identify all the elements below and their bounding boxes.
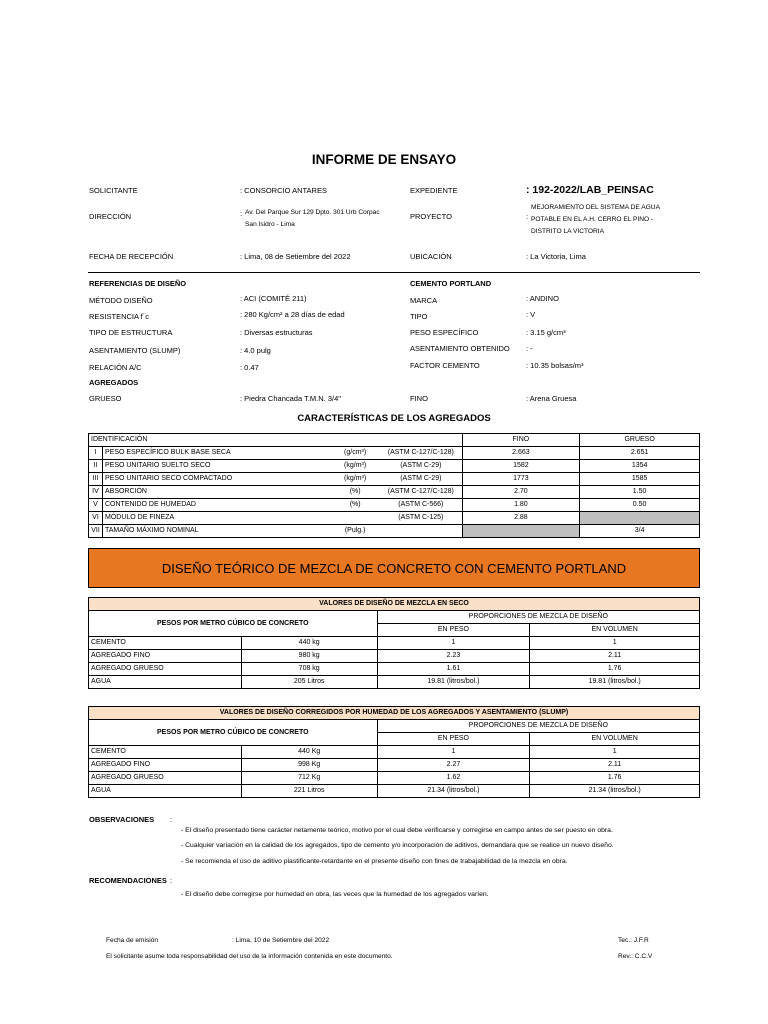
row-weight: 221 Litros	[241, 785, 377, 798]
col-identificacion: IDENTIFICACIÓN	[89, 434, 463, 447]
row-peso: 1	[377, 746, 530, 759]
row-norm: (ASTM C-29)	[380, 460, 462, 473]
proyecto-value-3: DISTRITO LA VICTORIA	[531, 228, 605, 235]
col-volumen: EN VOLUMEN	[530, 733, 700, 746]
cem-value: : V	[526, 310, 536, 319]
row-name: PESO ESPECÍFICO BULK BASE SECA	[102, 447, 330, 460]
ref-label: ASENTAMIENTO (SLUMP)	[89, 346, 181, 355]
row-weight: 708 kg	[241, 663, 377, 676]
row-unit: (kg/m³)	[330, 473, 380, 486]
rev-initials: Rev.: C.C.V	[618, 953, 653, 960]
row-weight: 998 Kg	[241, 759, 377, 772]
ref-label: MÉTODO DISEÑO	[89, 296, 153, 305]
row-name: MÓDULO DE FINEZA	[102, 512, 330, 525]
proyecto-colon: :	[526, 212, 529, 221]
table-row	[89, 512, 700, 525]
row-unit: (g/cm³)	[330, 447, 380, 460]
cem-value: : ANDINO	[526, 294, 559, 303]
row-unit	[330, 512, 380, 525]
row-grueso: 1585	[580, 473, 700, 486]
row-fino: 1582	[462, 460, 580, 473]
row-unit: (%)	[330, 486, 380, 499]
header-divider	[88, 272, 700, 273]
row-num: VI	[89, 512, 103, 525]
emision-label: Fecha de emisión	[106, 937, 159, 944]
row-unit: (%)	[330, 499, 380, 512]
row-num: IV	[89, 486, 103, 499]
row-volumen: 19.81 (litros/bol.)	[530, 676, 700, 689]
proyecto-label: PROYECTO	[410, 212, 452, 221]
emision-value: : Lima, 10 de Setiembre del 2022	[232, 937, 330, 944]
table-row	[89, 650, 700, 663]
row-norm: (ASTM C-127/C-128)	[380, 447, 462, 460]
row-unit: (Pulg.)	[330, 525, 380, 538]
row-volumen: 2.11	[530, 759, 700, 772]
grueso-label: GRUESO	[89, 394, 122, 403]
row-grueso: 1.50	[580, 486, 700, 499]
ref-label: RESISTENCIA f´c	[89, 312, 150, 321]
expediente-label: EXPEDIENTE	[410, 186, 458, 195]
recomendaciones-colon: :	[170, 876, 173, 885]
cem-label: PESO ESPECÍFICO	[410, 328, 479, 337]
table-row	[89, 772, 700, 785]
row-volumen: 2.11	[530, 650, 700, 663]
row-num: VII	[89, 525, 103, 538]
expediente-value: : 192-2022/LAB_PEINSAC	[526, 184, 654, 196]
observation-item: - El diseño presentado tiene carácter netamente teórico, motivo por el cual debe verificarse y corregirse en campo antes de ser puesto en obra.	[181, 827, 613, 834]
table-row	[89, 486, 700, 499]
row-volumen: 1	[530, 746, 700, 759]
col-weights: PESOS POR METRO CÚBICO DE CONCRETO	[89, 611, 378, 637]
fecha-recepcion-label: FECHA DE RECEPCIÓN	[89, 252, 174, 261]
table-header-row	[89, 611, 700, 624]
table-row	[89, 663, 700, 676]
tec-initials: Tec.: J.F.R	[618, 937, 649, 944]
row-grueso: 0.50	[580, 499, 700, 512]
ref-value: : Diversas estructuras	[240, 328, 313, 337]
aggregates-heading: CARACTERÍSTICAS DE LOS AGREGADOS	[297, 413, 491, 424]
row-fino	[462, 525, 580, 538]
row-name: AGREGADO FINO	[89, 650, 242, 663]
proyecto-value-1: MEJORAMIENTO DEL SISTEMA DE AGUA	[531, 204, 660, 211]
row-grueso	[580, 512, 700, 525]
recomendaciones-label: RECOMENDACIONES	[89, 876, 167, 885]
table-header-row	[89, 720, 700, 733]
grueso-value: : Piedra Chancada T.M.N. 3/4"	[240, 394, 341, 403]
table-row	[89, 676, 700, 689]
col-peso: EN PESO	[377, 733, 530, 746]
row-peso: 2.23	[377, 650, 530, 663]
row-name: CEMENTO	[89, 637, 242, 650]
row-weight: 980 kg	[241, 650, 377, 663]
table-section-header	[89, 707, 700, 720]
ubicacion-value: : La Victoria, Lima	[526, 252, 586, 261]
row-name: TAMAÑO MÁXIMO NOMINAL	[102, 525, 330, 538]
cemento-heading: CEMENTO PORTLAND	[410, 279, 492, 288]
solicitante-label: SOLICITANTE	[89, 186, 138, 195]
row-fino: 2.663	[462, 447, 580, 460]
row-norm: (ASTM C-29)	[380, 473, 462, 486]
dry-mix-heading: VALORES DE DISEÑO DE MEZCLA EN SECO	[89, 598, 700, 611]
corrected-mix-heading: VALORES DE DISEÑO CORREGIDOS POR HUMEDAD DE LOS AGREGADOS Y ASENTAMIENTO (SLUMP)	[89, 707, 700, 720]
design-refs-heading: REFERENCIAS DE DISEÑO	[89, 279, 187, 288]
row-peso: 21.34 (litros/bol.)	[377, 785, 530, 798]
col-grueso: GRUESO	[580, 434, 700, 447]
aggregates-table	[88, 433, 700, 538]
row-num: I	[89, 447, 103, 460]
direccion-label: DIRECCIÓN	[89, 212, 132, 221]
ref-label: RELACIÓN A/C	[89, 363, 142, 372]
recommendation-item: - El diseño debe corregirse por humedad en obra, las veces que la humedad de los agregados varíen.	[181, 891, 489, 898]
table-row	[89, 759, 700, 772]
ubicacion-label: UBICACIÓN	[410, 252, 452, 261]
col-props: PROPORCIONES DE MEZCLA DE DISEÑO	[377, 720, 699, 733]
col-peso: EN PESO	[377, 624, 530, 637]
direccion-value-2: San Isidro - Lima	[245, 221, 295, 228]
row-peso: 2.27	[377, 759, 530, 772]
row-volumen: 1.76	[530, 663, 700, 676]
table-row	[89, 525, 700, 538]
ref-value: : 0.47	[240, 363, 259, 372]
row-unit: (kg/m³)	[330, 460, 380, 473]
corrected-mix-table	[88, 706, 700, 798]
cem-label: MARCA	[410, 296, 438, 305]
row-fino: 2.88	[462, 512, 580, 525]
proyecto-value-2: POTABLE EN EL A.H. CERRO EL PINO -	[531, 216, 654, 223]
row-peso: 1.61	[377, 663, 530, 676]
row-grueso: 1354	[580, 460, 700, 473]
observation-item: - Se recomienda el uso de aditivo plastificante-retardante en el presente diseño con fines de trabajabilidad de la mezcla en obra.	[181, 858, 568, 865]
col-volumen: EN VOLUMEN	[530, 624, 700, 637]
direccion-value-1: Av. Del Parque Sur 129 Dpto. 301 Urb Corpac	[245, 209, 380, 216]
row-name: ABSORCIÓN	[102, 486, 330, 499]
cem-label: FACTOR CEMENTO	[410, 361, 480, 370]
cem-label: ASENTAMIENTO OBTENIDO	[410, 344, 510, 353]
row-peso: 1.62	[377, 772, 530, 785]
dry-mix-table	[88, 597, 700, 689]
direccion-colon: :	[240, 209, 243, 218]
row-fino: 2.70	[462, 486, 580, 499]
row-name: CONTENIDO DE HUMEDAD	[102, 499, 330, 512]
row-norm: (ASTM C-566)	[380, 499, 462, 512]
design-banner: DISEÑO TEÓRICO DE MEZCLA DE CONCRETO CON CEMENTO PORTLAND	[88, 548, 700, 588]
row-volumen: 1.76	[530, 772, 700, 785]
row-weight: 440 Kg	[241, 746, 377, 759]
fino-value: : Arena Gruesa	[526, 394, 577, 403]
row-num: II	[89, 460, 103, 473]
observaciones-label: OBSERVACIONES	[89, 815, 155, 824]
row-peso: 1	[377, 637, 530, 650]
row-volumen: 21.34 (litros/bol.)	[530, 785, 700, 798]
col-props: PROPORCIONES DE MEZCLA DE DISEÑO	[377, 611, 699, 624]
table-row	[89, 499, 700, 512]
table-row	[89, 785, 700, 798]
row-name: AGUA	[89, 785, 242, 798]
row-name: AGREGADO FINO	[89, 759, 242, 772]
cem-value: : -	[526, 344, 533, 353]
row-name: PESO UNITARIO SUELTO SECO	[102, 460, 330, 473]
cem-value: : 10.35 bolsas/m³	[526, 361, 584, 370]
row-grueso: 3/4	[580, 525, 700, 538]
table-row	[89, 473, 700, 486]
row-fino: 1.80	[462, 499, 580, 512]
fino-label: FINO	[410, 394, 428, 403]
row-num: V	[89, 499, 103, 512]
table-row	[89, 746, 700, 759]
row-volumen: 1	[530, 637, 700, 650]
row-norm: (ASTM C-125)	[380, 512, 462, 525]
table-header-row	[89, 434, 700, 447]
report-title: INFORME DE ENSAYO	[311, 152, 457, 167]
row-num: III	[89, 473, 103, 486]
row-weight: 205 Litros	[241, 676, 377, 689]
row-norm	[380, 525, 462, 538]
row-fino: 1773	[462, 473, 580, 486]
observaciones-colon: :	[170, 815, 173, 824]
row-norm: (ASTM C-127/C-128)	[380, 486, 462, 499]
solicitante-value: : CONSORCIO ANTARES	[240, 186, 327, 195]
row-name: AGREGADO GRUESO	[89, 772, 242, 785]
table-row	[89, 447, 700, 460]
row-weight: 712 Kg	[241, 772, 377, 785]
cem-label: TIPO	[410, 312, 428, 321]
row-weight: 440 kg	[241, 637, 377, 650]
row-name: PESO UNITARIO SECO COMPACTADO	[102, 473, 330, 486]
row-name: CEMENTO	[89, 746, 242, 759]
row-name: AGREGADO GRUESO	[89, 663, 242, 676]
ref-label: TIPO DE ESTRUCTURA	[89, 328, 173, 337]
cem-value: : 3.15 g/cm³	[526, 328, 566, 337]
row-peso: 19.81 (litros/bol.)	[377, 676, 530, 689]
fecha-recepcion-value: : Lima, 08 de Setiembre del 2022	[240, 252, 351, 261]
table-section-header	[89, 598, 700, 611]
table-row	[89, 637, 700, 650]
ref-value: : ACI (COMITÉ 211)	[240, 294, 307, 303]
row-grueso: 2.651	[580, 447, 700, 460]
observation-item: - Cualquier variación en la calidad de los agregados, tipo de cemento y/o incorporación de aditivos, demandara que se realice un nuevo diseño.	[181, 842, 614, 849]
table-row	[89, 460, 700, 473]
agregados-heading: AGREGADOS	[89, 378, 139, 387]
row-name: AGUA	[89, 676, 242, 689]
col-weights: PESOS POR METRO CÚBICO DE CONCRETO	[89, 720, 378, 746]
col-fino: FINO	[462, 434, 580, 447]
disclaimer: El solicitante asume toda responsabilidad del uso de la información contenida en este documento.	[106, 953, 393, 960]
ref-value: : 4.0 pulg	[240, 346, 271, 355]
ref-value: : 280 Kg/cm² a 28 días de edad	[240, 310, 345, 319]
